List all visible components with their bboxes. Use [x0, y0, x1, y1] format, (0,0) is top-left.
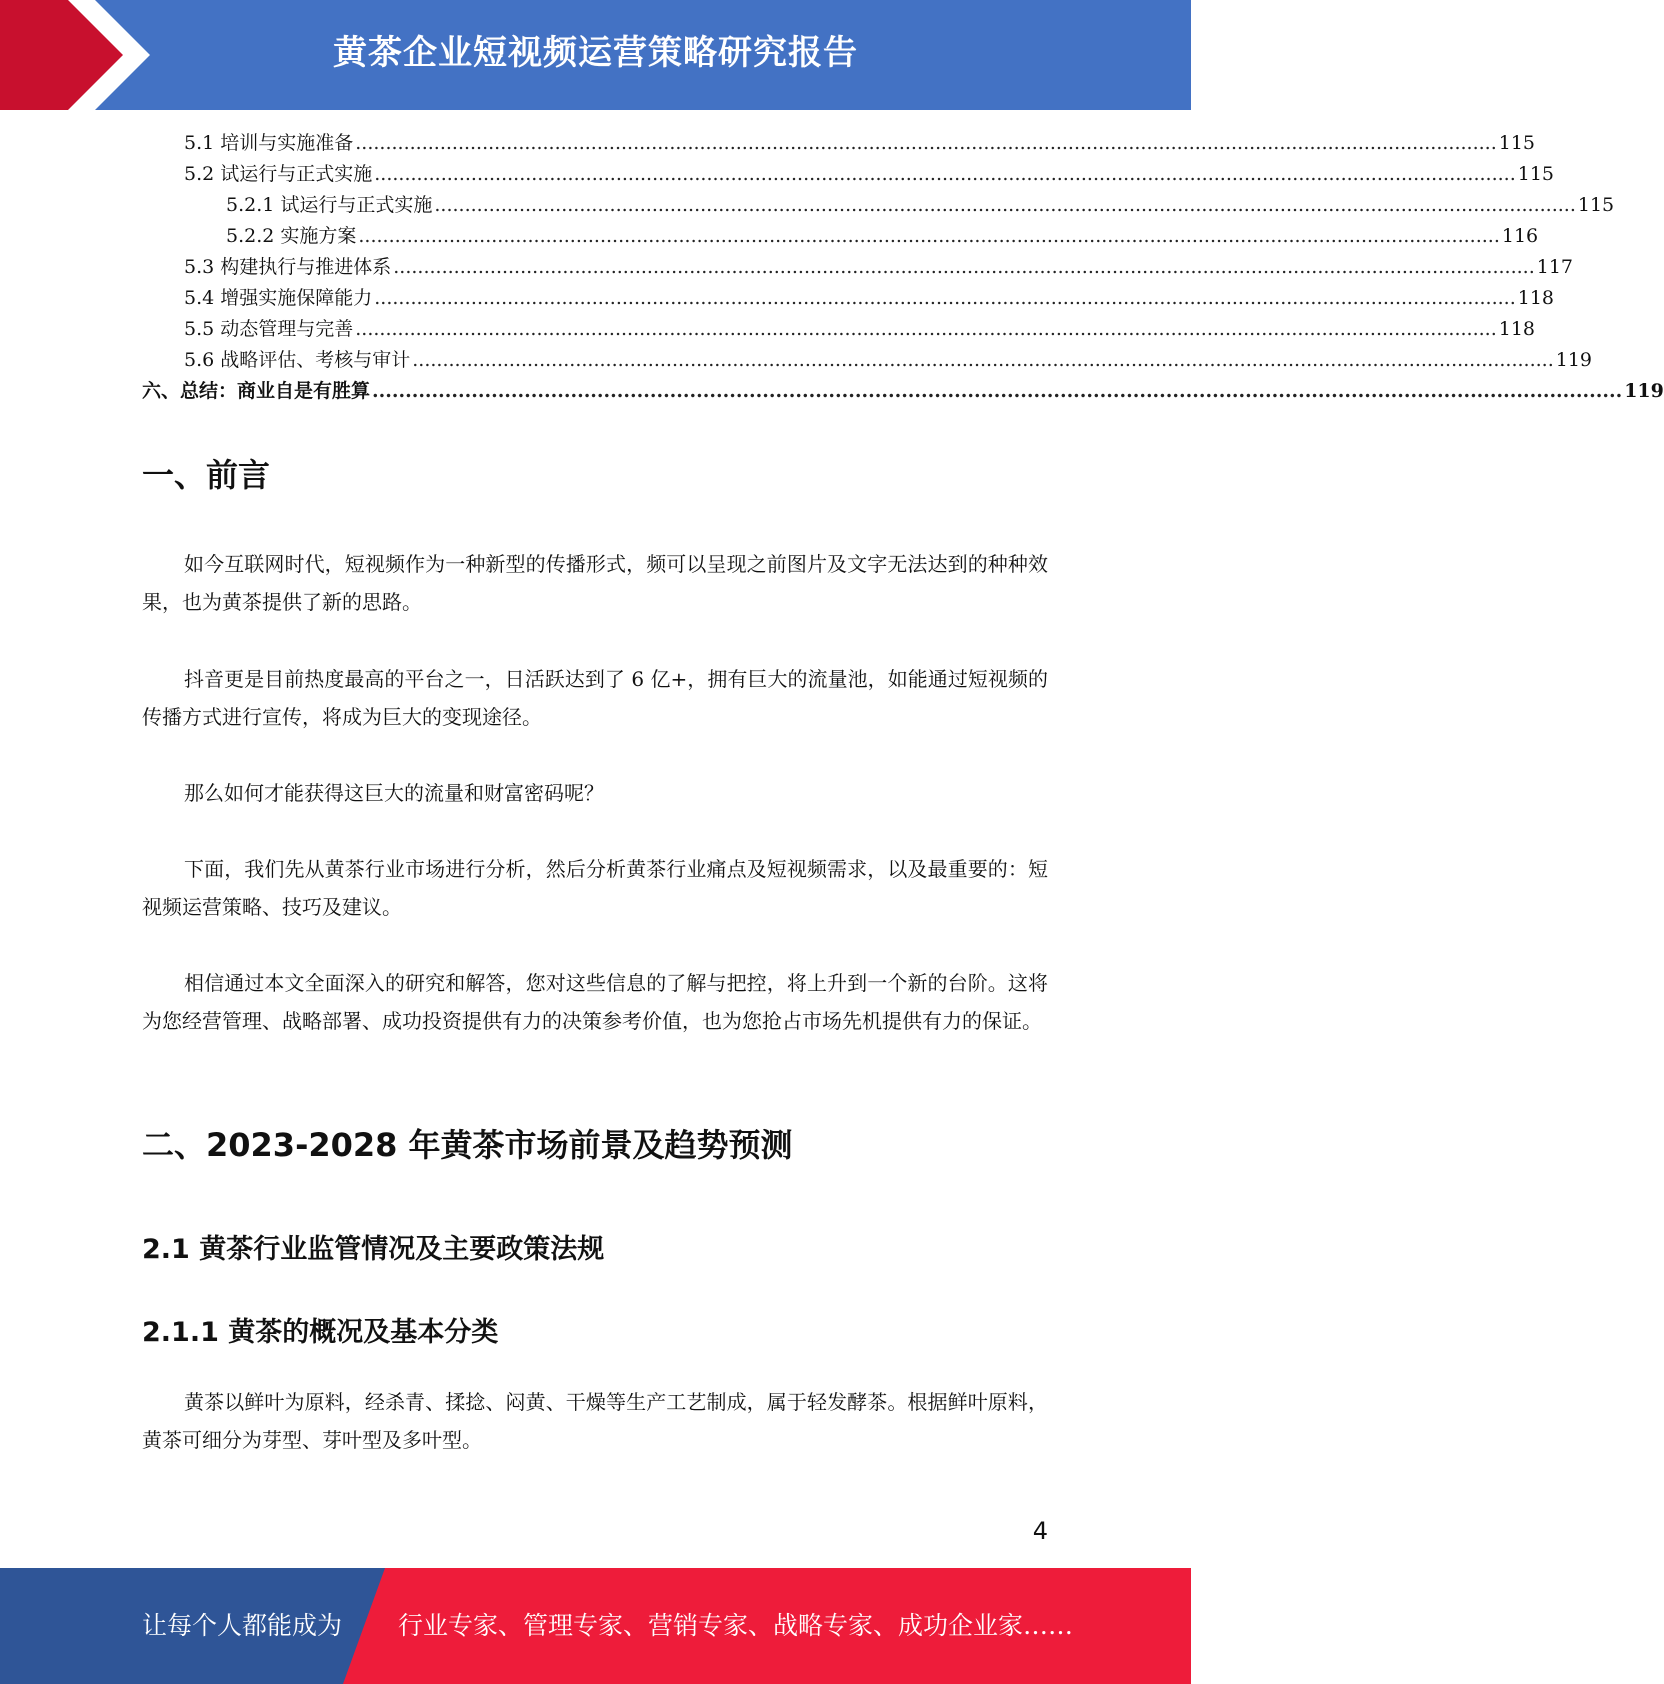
toc-entry-label: 5.2.1 试运行与正式实施	[226, 194, 433, 216]
toc-leader-dots: .............................................................................................................................................................................................	[393, 256, 1535, 278]
footer-banner	[0, 1568, 1191, 1684]
body-paragraph: 下面，我们先从黄茶行业市场进行分析，然后分析黄茶行业痛点及短视频需求，以及最重要的：短视频运营策略、技巧及建议。	[142, 857, 1048, 919]
toc-entry-label: 5.5 动态管理与完善	[184, 318, 354, 340]
section-heading-preface: 一、前言	[142, 456, 271, 494]
table-of-contents	[142, 128, 1664, 407]
subsection-heading-overview: 2.1.1 黄茶的概况及基本分类	[142, 1317, 499, 1348]
toc-leader-dots: .............................................................................................................................................................................................	[358, 225, 1500, 247]
toc-entry-label: 5.2 试运行与正式实施	[184, 163, 373, 185]
toc-entry-page: 115	[1577, 194, 1615, 216]
toc-entry[interactable]	[142, 252, 1574, 283]
toc-entry-page: 119	[1555, 349, 1593, 371]
footer-slogan-roles: 行业专家、管理专家、营销专家、战略专家、成功企业家……	[398, 1611, 1074, 1640]
toc-entry-label: 5.1 培训与实施准备	[184, 132, 354, 154]
toc-entry-page: 115	[1517, 163, 1555, 185]
toc-entry-label: 5.2.2 实施方案	[226, 225, 357, 247]
toc-entry-label: 5.3 构建执行与推进体系	[184, 256, 392, 278]
section-heading-market-outlook: 二、2023-2028 年黄茶市场前景及趋势预测	[142, 1126, 793, 1164]
toc-entry[interactable]	[142, 376, 1664, 407]
body-paragraph: 那么如何才能获得这巨大的流量和财富密码呢？	[184, 781, 604, 805]
header-banner	[0, 0, 1191, 110]
toc-entry-page: 118	[1498, 318, 1536, 340]
subsection-heading-regulation: 2.1 黄茶行业监管情况及主要政策法规	[142, 1234, 605, 1265]
toc-entry-page: 117	[1536, 256, 1574, 278]
body-paragraph: 相信通过本文全面深入的研究和解答，您对这些信息的了解与把控，将上升到一个新的台阶。这将为您经营管理、战略部署、成功投资提供有力的决策参考价值，也为您抢占市场先机提供有力的保证。	[142, 971, 1048, 1033]
body-paragraph: 黄茶以鲜叶为原料，经杀青、揉捻、闷黄、干燥等生产工艺制成，属于轻发酵茶。根据鲜叶原料，黄茶可细分为芽型、芽叶型及多叶型。	[142, 1390, 1048, 1452]
report-title: 黄茶企业短视频运营策略研究报告	[333, 33, 858, 73]
toc-leader-dots: .............................................................................................................................................................................................	[412, 349, 1554, 371]
footer-slogan-lead: 让每个人都能成为	[142, 1611, 343, 1640]
toc-entry-label: 六、总结：商业自是有胜算	[142, 380, 371, 402]
toc-entry[interactable]	[142, 128, 1536, 159]
toc-leader-dots: .............................................................................................................................................................................................	[374, 163, 1516, 185]
toc-entry-page: 116	[1501, 225, 1539, 247]
toc-entry[interactable]	[142, 221, 1539, 252]
toc-leader-dots: .............................................................................................................................................................................................	[434, 194, 1576, 216]
toc-leader-dots: .............................................................................................................................................................................................	[355, 318, 1497, 340]
toc-entry[interactable]	[142, 345, 1593, 376]
toc-entry-label: 5.4 增强实施保障能力	[184, 287, 373, 309]
body-paragraph: 如今互联网时代，短视频作为一种新型的传播形式，频可以呈现之前图片及文字无法达到的种种效果，也为黄茶提供了新的思路。	[142, 552, 1048, 614]
toc-entry[interactable]	[142, 190, 1615, 221]
toc-entry-page: 115	[1498, 132, 1536, 154]
toc-entry-page: 119	[1624, 380, 1664, 402]
toc-entry[interactable]	[142, 283, 1555, 314]
toc-leader-dots: .............................................................................................................................................................................................	[374, 287, 1516, 309]
toc-entry-page: 118	[1517, 287, 1555, 309]
toc-leader-dots: .............................................................................................................................................................................................	[372, 380, 1623, 402]
page-number: 4	[1032, 1517, 1048, 1545]
toc-entry[interactable]	[142, 159, 1555, 190]
toc-leader-dots: .............................................................................................................................................................................................	[355, 132, 1497, 154]
toc-entry[interactable]	[142, 314, 1536, 345]
body-paragraph: 抖音更是目前热度最高的平台之一，日活跃达到了 6 亿+，拥有巨大的流量池，如能通过短视频的传播方式进行宣传，将成为巨大的变现途径。	[142, 667, 1048, 729]
toc-entry-label: 5.6 战略评估、考核与审计	[184, 349, 411, 371]
